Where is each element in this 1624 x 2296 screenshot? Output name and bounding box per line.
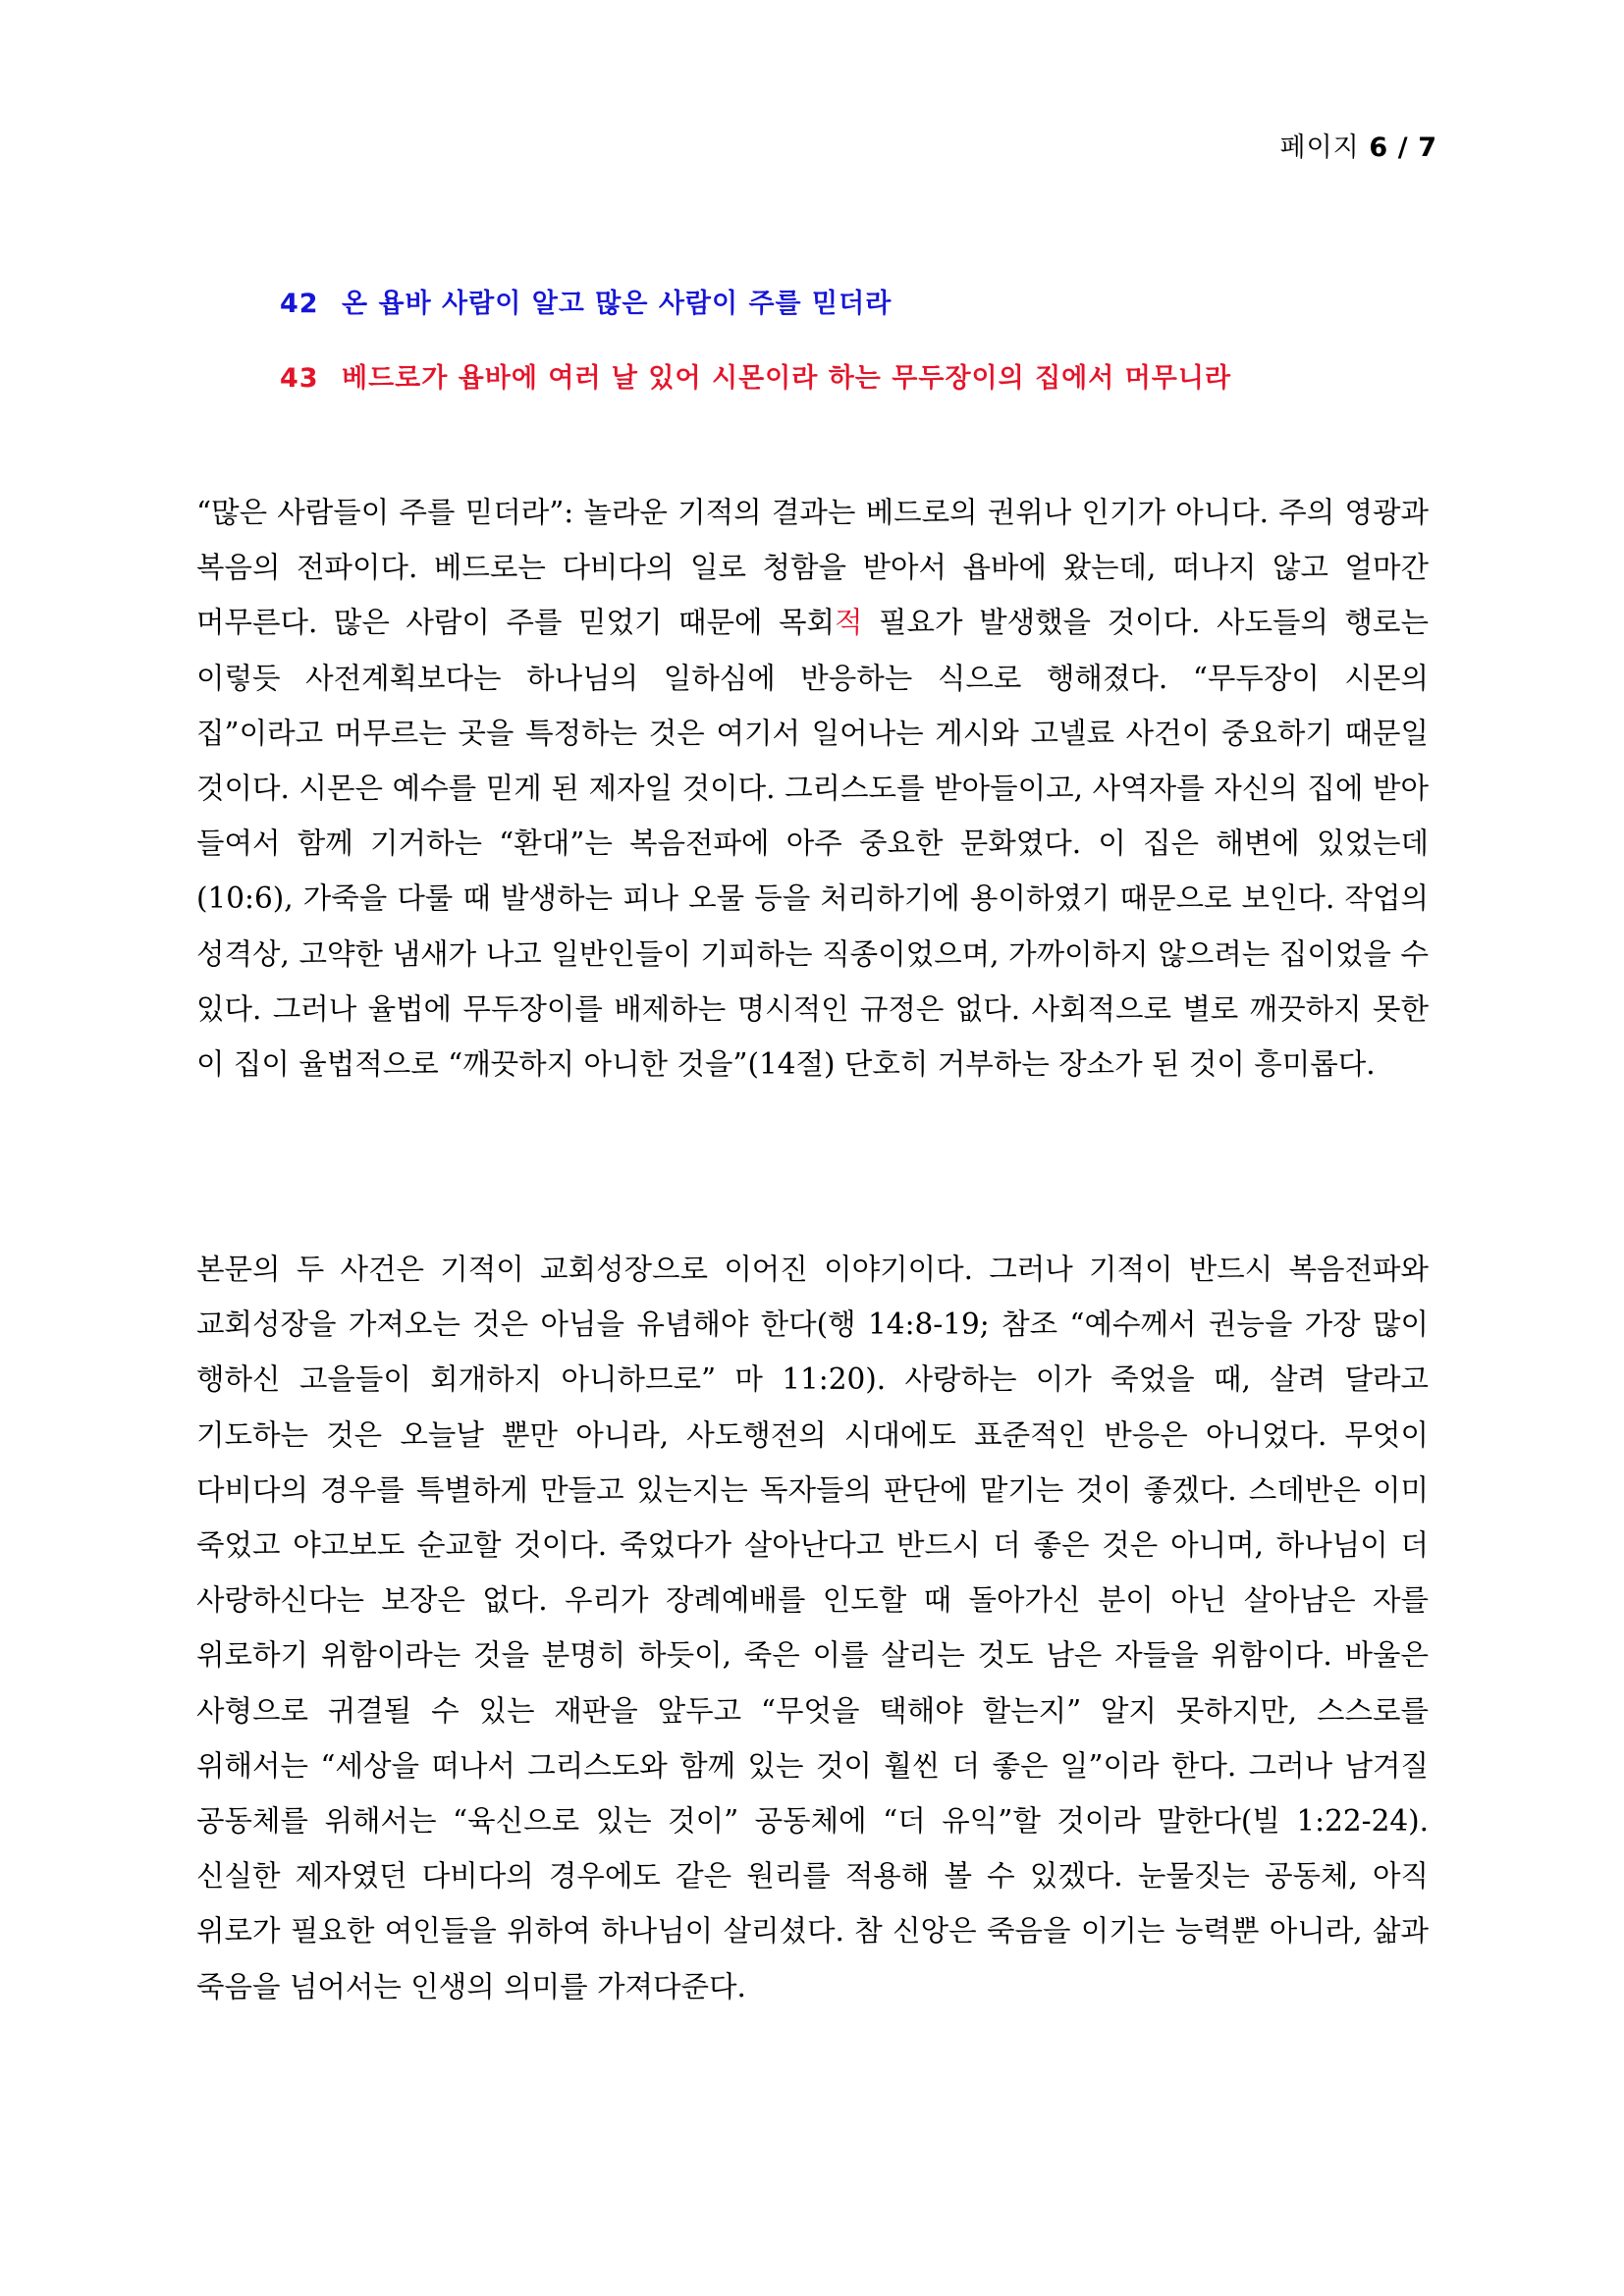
commentary-paragraph-1 bbox=[196, 485, 1429, 1092]
page-label: 페이지 bbox=[1279, 133, 1360, 163]
verse-text: 베드로가 욥바에 여러 날 있어 시몬이라 하는 무두장이의 집에서 머무니라 bbox=[342, 363, 1232, 394]
verse-43 bbox=[280, 342, 1447, 416]
scripture-verses bbox=[280, 267, 1447, 416]
total-pages: 7 bbox=[1418, 133, 1437, 163]
verse-42 bbox=[280, 267, 1447, 342]
page-separator: / bbox=[1397, 133, 1409, 163]
page-number bbox=[1280, 126, 1438, 164]
verse-text: 온 욥바 사람이 알고 많은 사람이 주를 믿더라 bbox=[342, 289, 893, 319]
paragraph-1-accent-text: 적 bbox=[835, 606, 863, 640]
current-page: 6 bbox=[1369, 133, 1389, 163]
paragraph-1-text-start: “많은 사람들이 주를 믿더라”: 놀라운 기적의 결과는 베드로의 권위나 인기가 아니다. 주의 영광과 복음의 전파이다. 베드로는 다비다의 일로 청함을 받아서 욥바에 왔는데, 떠나지 않고 얼마간 머무른다. 많은 사람이 주를 믿었기 때문에 목회 bbox=[196, 496, 1429, 640]
verse-number: 43 bbox=[280, 363, 319, 394]
paragraph-1-text-end: 필요가 발생했을 것이다. 사도들의 행로는 이렇듯 사전계획보다는 하나님의 일하심에 반응하는 식으로 행해졌다. “무두장이 시몬의 집”이라고 머무르는 곳을 특정하는 것은 여기서 일어나는 게시와 고넬료 사건이 중요하기 때문일 것이다. 시몬은 예수를 믿게 된 제자일 것이다. 그리스도를 받아들이고, 사역자를 자신의 집에 받아 들여서 함께 기거하는 “환대”는 복음전파에 아주 중요한 문화였다. 이 집은 해변에 있었는데(10:6), 가죽을 다룰 때 발생하는 피나 오물 등을 처리하기에 용이하였기 때문으로 보인다. 작업의 성격상, 고약한 냄새가 나고 일반인들이 기피하는 직종이었으며, 가까이하지 않으려는 집이었을 수 있다. 그러나 율법에 무두장이를 배제하는 명시적인 규정은 없다. 사회적으로 별로 깨끗하지 못한 이 집이 율법적으로 “깨끗하지 아니한 것을”(14절) 단호히 거부하는 장소가 된 것이 흥미롭다. bbox=[196, 606, 1429, 1082]
commentary-paragraph-2: 본문의 두 사건은 기적이 교회성장으로 이어진 이야기이다. 그러나 기적이 반드시 복음전파와 교회성장을 가져오는 것은 아님을 유념해야 한다(행 14:8-19; 참조 “예수께서 권능을 가장 많이 행하신 고을들이 회개하지 아니하므로” 마 11:20). 사랑하는 이가 죽었을 때, 살려 달라고 기도하는 것은 오늘날 뿐만 아니라, 사도행전의 시대에도 표준적인 반응은 아니었다. 무엇이 다비다의 경우를 특별하게 만들고 있는지는 독자들의 판단에 맡기는 것이 좋겠다. 스데반은 이미 죽었고 야고보도 순교할 것이다. 죽었다가 살아난다고 반드시 더 좋은 것은 아니며, 하나님이 더 사랑하신다는 보장은 없다. 우리가 장례예배를 인도할 때 돌아가신 분이 아닌 살아남은 자를 위로하기 위함이라는 것을 분명히 하듯이, 죽은 이를 살리는 것도 남은 자들을 위함이다. 바울은 사형으로 귀결될 수 있는 재판을 앞두고 “무엇을 택해야 할는지” 알지 못하지만, 스스로를 위해서는 “세상을 떠나서 그리스도와 함께 있는 것이 훨씬 더 좋은 일”이라 한다. 그러나 남겨질 공동체를 위해서는 “육신으로 있는 것이” 공동체에 “더 유익”할 것이라 말한다(빌 1:22-24). 신실한 제자였던 다비다의 경우에도 같은 원리를 적용해 볼 수 있겠다. 눈물짓는 공동체, 아직 위로가 필요한 여인들을 위하여 하나님이 살리셨다. 참 신앙은 죽음을 이기는 능력뿐 아니라, 삶과 죽음을 넘어서는 인생의 의미를 가져다준다. bbox=[196, 1253, 1429, 2003]
verse-number: 42 bbox=[280, 289, 319, 319]
